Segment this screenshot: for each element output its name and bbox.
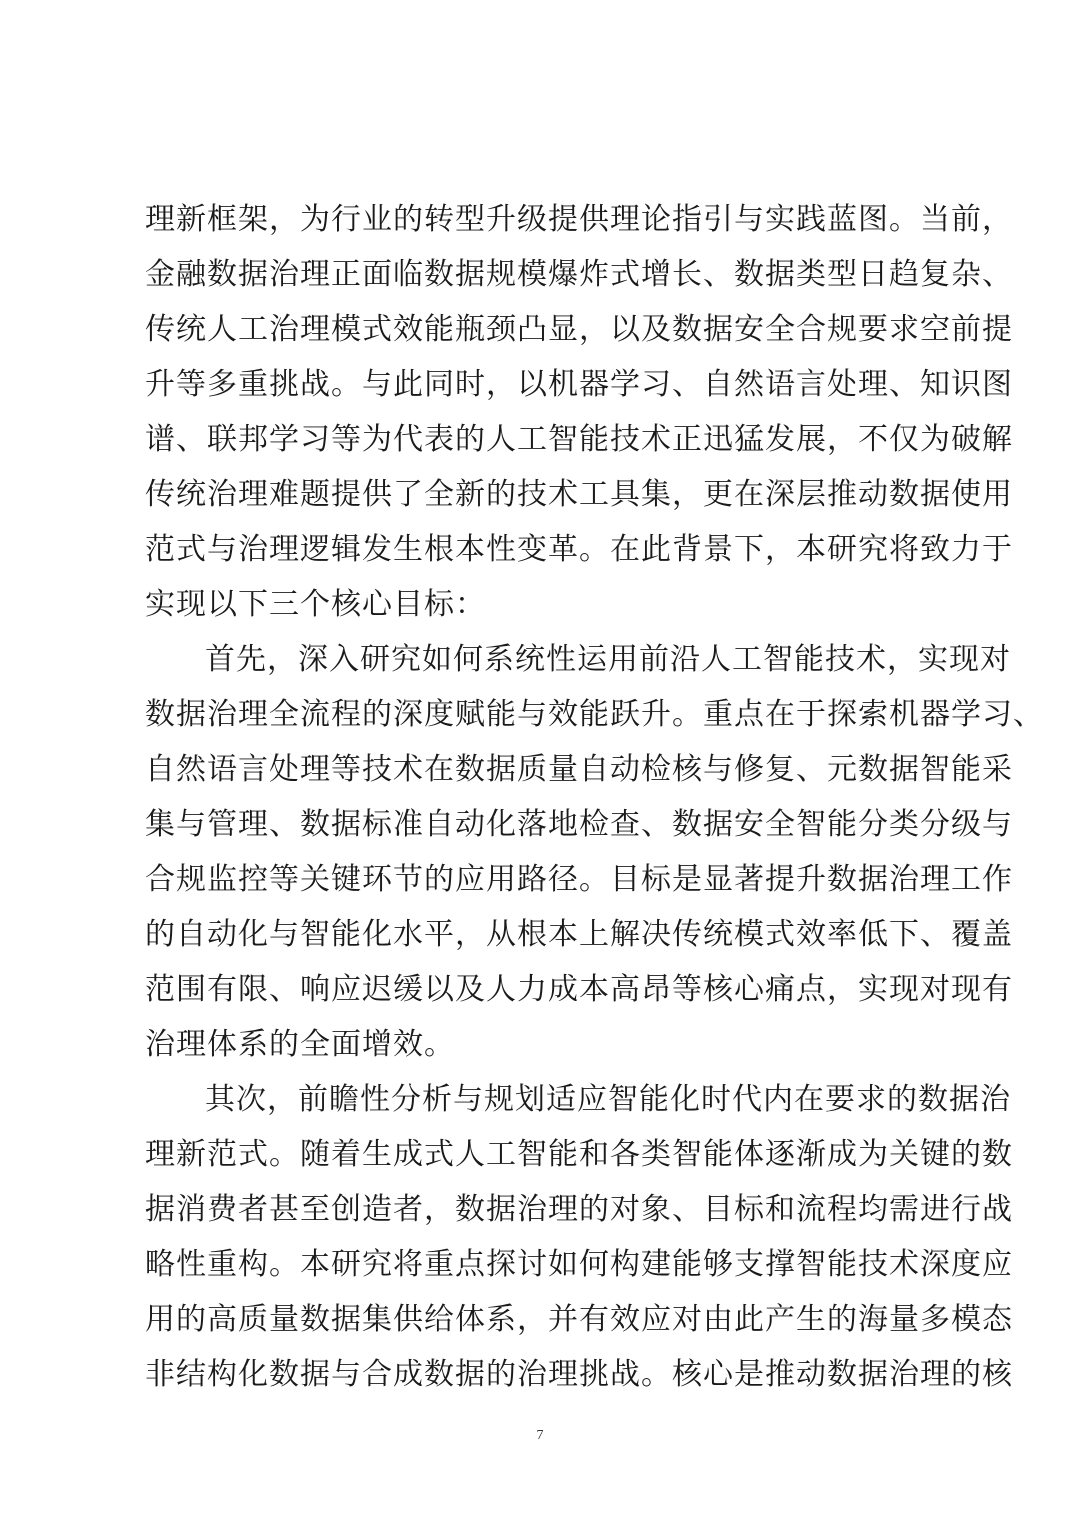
text-line: 其次，前瞻性分析与规划适应智能化时代内在要求的数据治 [205,1082,1011,1117]
text-line: 数据治理全流程的深度赋能与效能跃升。重点在于探索机器学习、 [145,697,1044,732]
text-line: 传统人工治理模式效能瓶颈凸显，以及数据安全合规要求空前提 [145,312,1013,347]
paragraph-3 [145,1072,1013,1402]
text-line: 合规监控等关键环节的应用路径。目标是显著提升数据治理工作 [145,862,1013,897]
text-line: 略性重构。本研究将重点探讨如何构建能够支撑智能技术深度应 [145,1247,1013,1282]
text-line: 范围有限、响应迟缓以及人力成本高昂等核心痛点，实现对现有 [145,972,1013,1007]
text-line: 范式与治理逻辑发生根本性变革。在此背景下，本研究将致力于 [145,532,1013,567]
paragraph-2 [145,632,1044,1072]
text-line: 治理体系的全面增效。 [145,1027,455,1062]
text-line: 用的高质量数据集供给体系，并有效应对由此产生的海量多模态 [145,1302,1013,1337]
text-line: 的自动化与智能化水平，从根本上解决传统模式效率低下、覆盖 [145,917,1013,952]
text-line: 据消费者甚至创造者，数据治理的对象、目标和流程均需进行战 [145,1192,1013,1227]
page-number: 7 [536,1428,544,1443]
text-line: 理新框架，为行业的转型升级提供理论指引与实践蓝图。当前， [145,202,1013,237]
text-line: 传统治理难题提供了全新的技术工具集，更在深层推动数据使用 [145,477,1013,512]
body-text [145,192,1044,1402]
text-line: 实现以下三个核心目标： [145,587,486,622]
text-line: 集与管理、数据标准自动化落地检查、数据安全智能分类分级与 [145,807,1013,842]
text-line: 自然语言处理等技术在数据质量自动检核与修复、元数据智能采 [145,752,1013,787]
paragraph-1 [145,192,1013,632]
text-line: 理新范式。随着生成式人工智能和各类智能体逐渐成为关键的数 [145,1137,1013,1172]
text-line: 谱、联邦学习等为代表的人工智能技术正迅猛发展，不仅为破解 [145,422,1013,457]
text-line: 金融数据治理正面临数据规模爆炸式增长、数据类型日趋复杂、 [145,257,1013,292]
text-line: 非结构化数据与合成数据的治理挑战。核心是推动数据治理的核 [145,1357,1013,1392]
text-line: 首先，深入研究如何系统性运用前沿人工智能技术，实现对 [205,642,1011,677]
text-line: 升等多重挑战。与此同时，以机器学习、自然语言处理、知识图 [145,367,1013,402]
